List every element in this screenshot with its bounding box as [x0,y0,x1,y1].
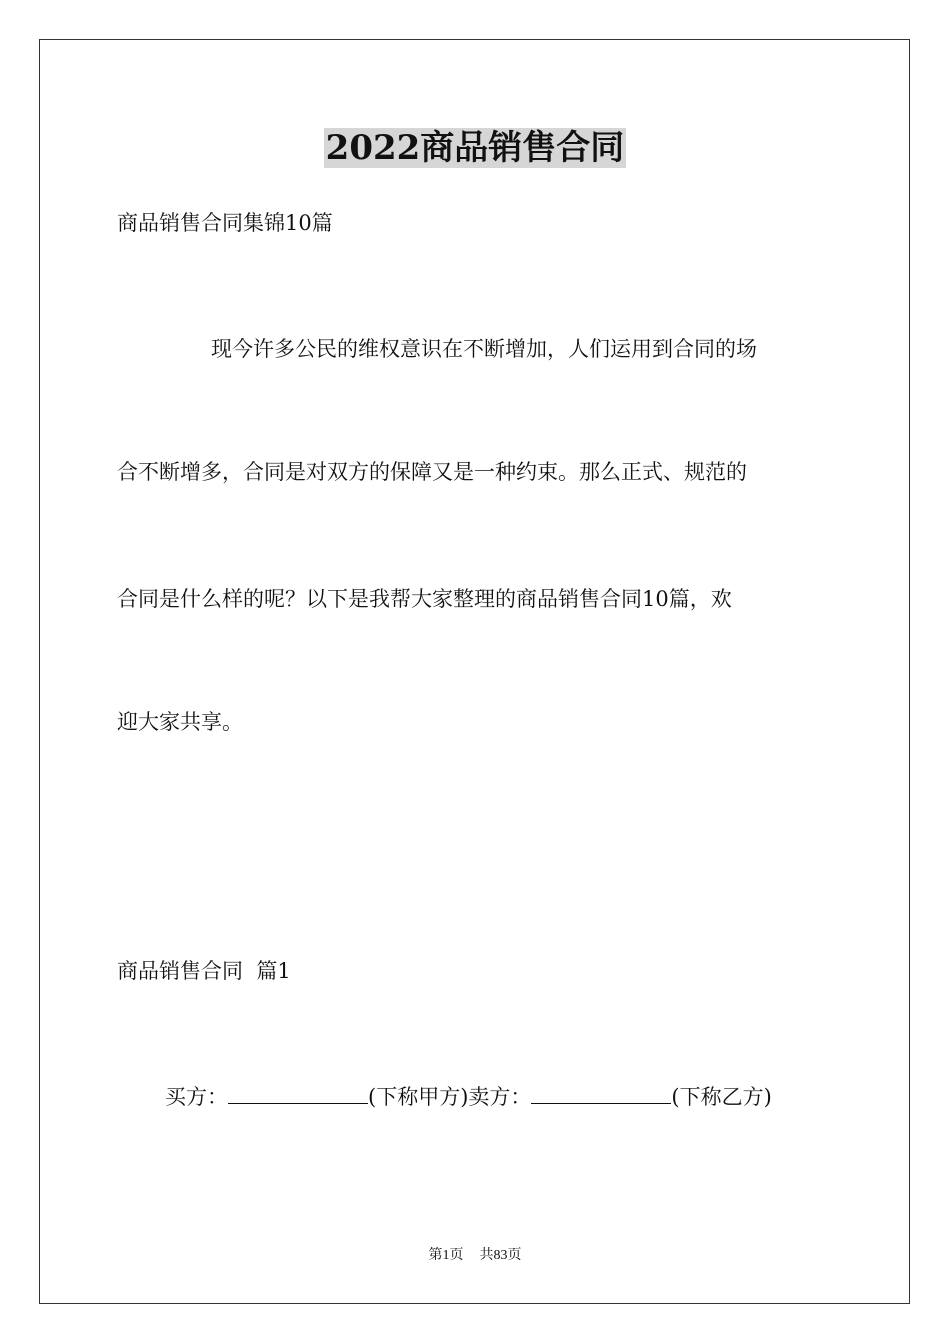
intro-line-3: 合同是什么样的呢？以下是我帮大家整理的商品销售合同10篇，欢 [117,587,732,611]
section-heading: 商品销售合同 篇1 [117,959,291,983]
buyer-suffix: (下称甲方) [368,1085,469,1109]
document-subtitle: 商品销售合同集锦10篇 [117,211,333,235]
page-number-total: 共83页 [479,1248,522,1263]
parties-line [165,1081,772,1112]
document-title-text: 2022商品销售合同 [325,128,625,168]
intro-line-1: 现今许多公民的维权意识在不断增加，人们运用到合同的场 [211,337,757,361]
intro-line-2: 合不断增多，合同是对双方的保障又是一种约束。那么正式、规范的 [117,460,747,484]
intro-line-4: 迎大家共享。 [117,710,243,734]
seller-blank-field [531,1081,671,1104]
document-title [0,126,950,170]
page-number-current: 第1页 [428,1248,464,1263]
seller-label: 卖方： [468,1085,532,1109]
buyer-blank-field [228,1081,368,1104]
seller-suffix: (下称乙方) [671,1085,772,1109]
page-footer [0,1246,950,1266]
buyer-label: 买方： [165,1085,228,1109]
